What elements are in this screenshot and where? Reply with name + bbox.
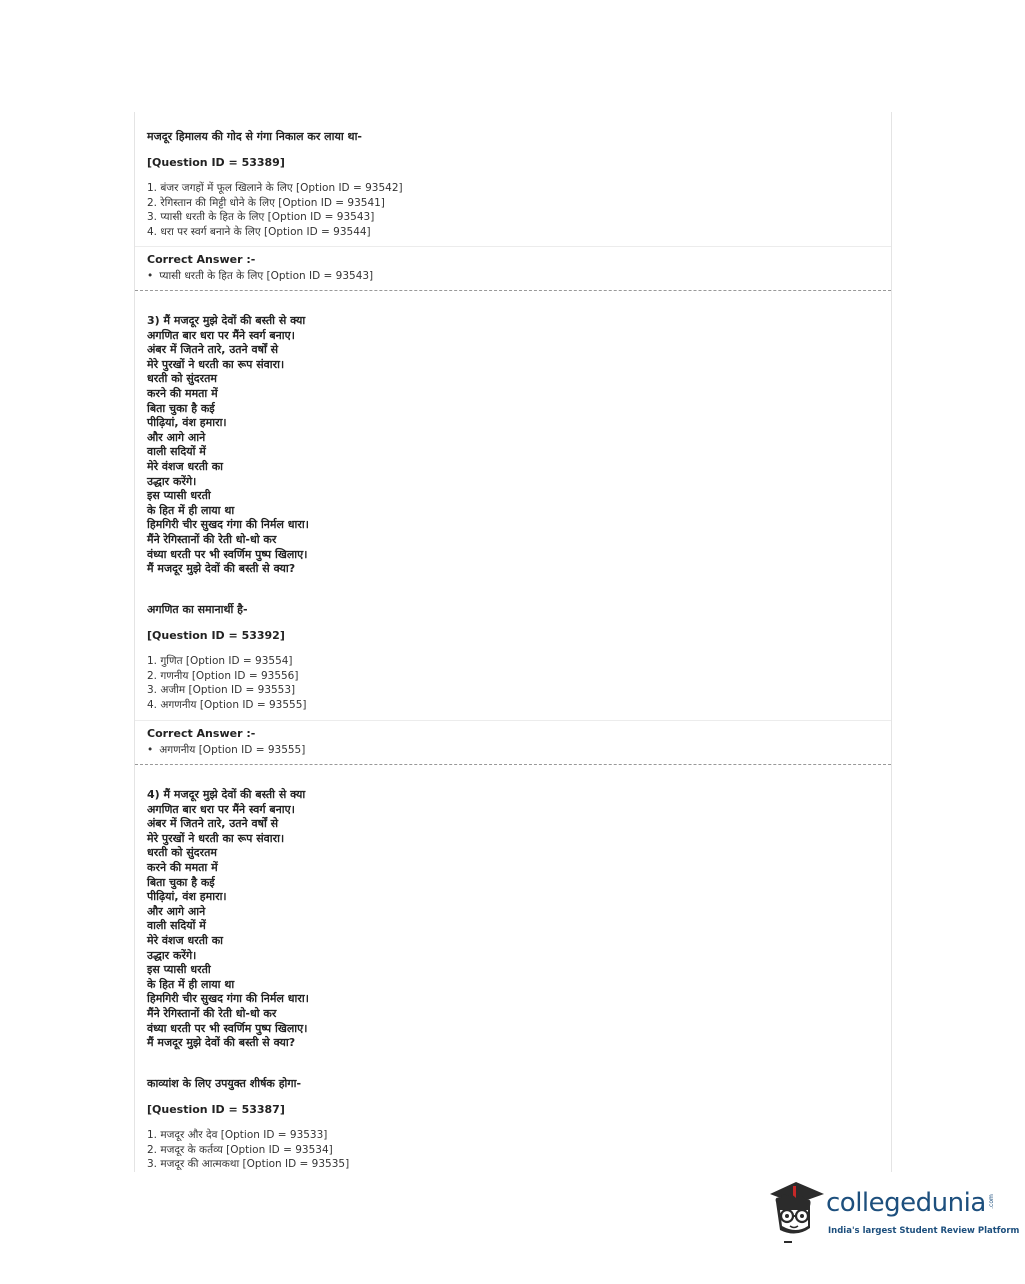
question-id: [Question ID = 53387] xyxy=(147,1103,285,1116)
passage-line: वंध्या धरती पर भी स्वर्णिम पुष्प खिलाए। xyxy=(147,547,308,561)
correct-answer-label: Correct Answer :- xyxy=(147,727,256,740)
question-stem: मजदूर हिमालय की गोद से गंगा निकाल कर लाया था- xyxy=(147,130,362,143)
passage-line: और आगे आने xyxy=(147,430,206,444)
logo-tagline: India's largest Student Review Platform xyxy=(828,1226,1020,1236)
passage-block-3 xyxy=(147,788,879,1051)
passage-line: मैंने रेगिस्तानों की रेती धो-धो कर xyxy=(147,532,277,546)
passage-block-2 xyxy=(147,314,879,577)
passage-line: 4) मैं मजदूर मुझे देवों की बस्ती से क्या xyxy=(147,788,306,801)
passage-line: इस प्यासी धरती xyxy=(147,489,211,503)
passage-line: मैंने रेगिस्तानों की रेती धो-धो कर xyxy=(147,1006,277,1020)
passage-line: अंबर में जितने तारे, उतने वर्षों से xyxy=(147,343,279,357)
passage-line: के हित में ही लाया था xyxy=(147,977,235,991)
passage-line: करने की ममता में xyxy=(147,386,218,400)
passage-line: पीढ़ियां, वंश हमारा। xyxy=(147,416,227,430)
passage-line: मैं मजदूर मुझे देवों की बस्ती से क्या? xyxy=(147,562,296,576)
option-item: 1. बंजर जगहों में फूल खिलाने के लिए [Option ID = 93542] xyxy=(147,182,403,194)
option-item: 2. रेगिस्तान की मिट्टी धोने के लिए [Option ID = 93541] xyxy=(147,196,385,209)
option-item: 4. धरा पर स्वर्ग बनाने के लिए [Option ID = 93544] xyxy=(147,225,371,238)
passage-line: हिमगिरी चीर सुखद गंगा की निर्मल धारा। xyxy=(147,992,309,1006)
passage-line: वाली सदियों में xyxy=(147,445,206,459)
option-item: 3. मजदूर की आत्मकथा [Option ID = 93535] xyxy=(147,1158,350,1171)
option-item: 2. गणनीय [Option ID = 93556] xyxy=(147,669,299,682)
question-id: [Question ID = 53392] xyxy=(147,629,285,642)
passage-line: मेरे वंशज धरती का xyxy=(147,459,224,473)
options-list xyxy=(147,654,879,712)
passage-line: अगणित बार धरा पर मैंने स्वर्ग बनाए। xyxy=(147,802,295,816)
question-block-1 xyxy=(147,130,879,239)
question-id: [Question ID = 53389] xyxy=(147,156,285,169)
passage-line: 3) मैं मजदूर मुझे देवों की बस्ती से क्या xyxy=(147,314,306,327)
option-item: 3. प्यासी धरती के हित के लिए [Option ID = 93543] xyxy=(147,211,375,224)
logo-wordmark: collegedunia xyxy=(826,1188,986,1218)
passage-line: मेरे पुरखों ने धरती का रूप संवारा। xyxy=(147,357,285,371)
passage-line: अंबर में जितने तारे, उतने वर्षों से xyxy=(147,817,279,831)
option-item: 1. मजदूर और देव [Option ID = 93533] xyxy=(147,1129,328,1141)
correct-answer-label: Correct Answer :- xyxy=(147,253,256,266)
passage-line: के हित में ही लाया था xyxy=(147,503,235,517)
logo-dotcom: .com xyxy=(987,1194,995,1209)
question-prompt: काव्यांश के लिए उपयुक्त शीर्षक होगा- xyxy=(147,1077,302,1090)
option-item: 2. मजदूर के कर्तव्य [Option ID = 93534] xyxy=(147,1143,333,1156)
correct-answer-item: • प्यासी धरती के हित के लिए [Option ID = 93543] xyxy=(147,269,373,283)
question-sheet xyxy=(134,112,892,1172)
question-block-2 xyxy=(147,602,879,712)
question-prompt: अगणित का समानार्थी है- xyxy=(147,603,248,616)
correct-answer-block-2 xyxy=(135,720,891,756)
section-divider xyxy=(135,290,891,291)
passage-line: उद्धार करेंगे। xyxy=(147,948,197,962)
collegedunia-logo xyxy=(766,1176,1020,1246)
passage-line: मैं मजदूर मुझे देवों की बस्ती से क्या? xyxy=(147,1036,296,1050)
option-item: 4. अगणनीय [Option ID = 93555] xyxy=(147,698,307,711)
passage-line: वंध्या धरती पर भी स्वर्णिम पुष्प खिलाए। xyxy=(147,1021,308,1035)
passage-line: अगणित बार धरा पर मैंने स्वर्ग बनाए। xyxy=(147,328,295,342)
passage-line: वाली सदियों में xyxy=(147,919,206,933)
passage-line: हिमगिरी चीर सुखद गंगा की निर्मल धारा। xyxy=(147,518,309,532)
passage-line: और आगे आने xyxy=(147,904,206,918)
passage-line: बिता चुका है कई xyxy=(147,401,215,415)
options-list xyxy=(147,181,879,239)
section-divider xyxy=(135,764,891,765)
passage-line: इस प्यासी धरती xyxy=(147,963,211,977)
option-item: 1. गुणित [Option ID = 93554] xyxy=(147,655,293,667)
options-list xyxy=(147,1128,879,1172)
correct-answer-item: • अगणनीय [Option ID = 93555] xyxy=(147,743,305,757)
student-mascot-icon xyxy=(766,1176,828,1246)
passage-line: धरती को सुंदरतम xyxy=(147,372,217,386)
passage-line: पीढ़ियां, वंश हमारा। xyxy=(147,890,227,904)
passage-line: बिता चुका है कई xyxy=(147,875,215,889)
passage-line: मेरे पुरखों ने धरती का रूप संवारा। xyxy=(147,831,285,845)
passage-line: करने की ममता में xyxy=(147,860,218,874)
passage-line: धरती को सुंदरतम xyxy=(147,846,217,860)
correct-answer-block-1 xyxy=(135,246,891,282)
passage-line: मेरे वंशज धरती का xyxy=(147,933,224,947)
passage-line: उद्धार करेंगे। xyxy=(147,474,197,488)
option-item: 3. अजीम [Option ID = 93553] xyxy=(147,684,296,697)
question-block-3 xyxy=(147,1076,879,1172)
